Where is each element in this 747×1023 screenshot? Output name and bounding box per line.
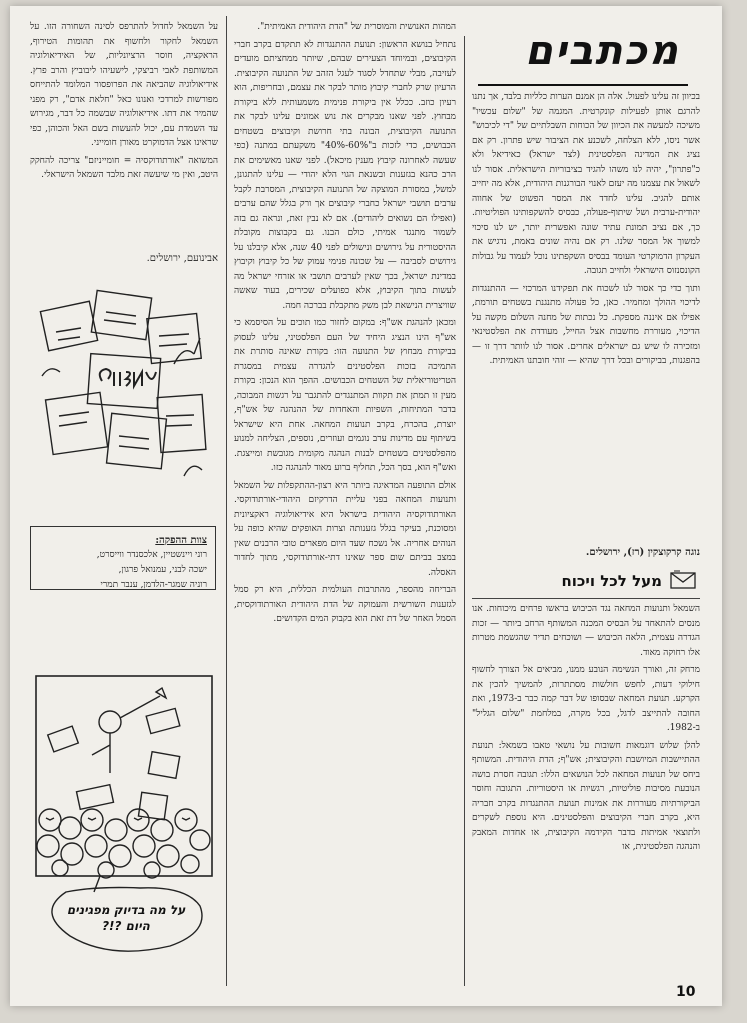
column-middle (234, 20, 456, 980)
paragraph: המשואה "אורתודוקסיה = חומייניזם" צריכה להחקק היטב, ואין מי שיעשה זאת מלבד השמאל הישראלי. (30, 155, 218, 180)
paragraph: הבריחה מהספר, מהתרבות העולמית הכללית, היא רק סמל לגזענות השורשית והעמוקה של הדת היהודית האורתודוקסית, הסמל האחר של דת זאת הוא בקבוק המים הקדושים. (234, 585, 456, 624)
section-title: מעל לכל ויכוח (561, 572, 662, 590)
column-left (30, 20, 218, 250)
paragraph: המהות האנושית והמוסרית של "הדת היהודית האמיתית". (257, 22, 456, 32)
envelope-icon (670, 570, 696, 590)
paragraph: ותוך כדי כך אסור לנו לשכוח את תפקידנו המרכזי — ההתנגדות לדיכוי ההולך ומחמיר. כאן, כל פעולה מתנגנת בשטחים תורמת, אפילו אם איננה מספקת. כל נכתות של מחנה השלום מקשה על הדיכוי, מעוררת מחשבות אצל החייל, מעודדת את הפלסטינאי ומזכירה לו שיש גם ישראלים אחרים. אסור לנו לוותר דרך זו — בהפגנות, בביקורים ובכל דרך שהיא — זוהי חובתנו האמיתית. (472, 283, 700, 366)
paragraph: ומכאן להנהגת אש"ף: במקום לחזור כמו תוכים על הסיסמא כי אש"ף הינו הנציג היחיד של העם הפלסטיני, עלינו לעסוק בביקורת מבחוץ של התנועה הזו: בקורת שאינה סותרת את התמיכה בזכות הפלסטינים להגדרה עצמית במסגרת הטריטוריאלית של השטחים הכבושים. ההפך הוא הנכון: בקורת מעין זו תמתן את תקוות המתנגדים להתגבר על רגשות המבוכה, בדבר המתיחות, השפיות והאחדות של ההנהגה של אש"ף, יוצרת, בהכרח, בקרב תנועות המחאה. אחת היא שישראל בשיתוף עם מדינות ערב נוגמים ועוזרים, נוספים, הצליחה למנוע מהפלסטינים בשטחים לבנות הנהגה מקומית מגובשת ומייצגת. ואש"ף הוא, בסך הכל, תחליף ברוע מאוד להנהגה כזו. (234, 318, 456, 473)
staff-title: צוות ההפקה: (155, 535, 207, 546)
staff-line: ישכה לבני, עמנואל פרגון, (118, 565, 207, 575)
signature-avinoam: אבינועם, ירושלים. (146, 253, 218, 264)
paragraph: מרחק זה, ואורך הנשימה הנובע ממנו, מביאים אל הצורך לחשוף חילוקי דעות, לחפש חולשות מסתתרות, להמשיך להכין את הקרקע. תנועת המחאה שבסופו של דבר קמה כבר ב-1973, ואת החובה להתייצב לדגל, בכל מקרה, במלחמת "שלום הגליל" ב-1982. (472, 665, 700, 733)
production-staff-box (30, 526, 216, 590)
section-divider (472, 598, 700, 599)
staff-line: רוניה שמגר-הלדמן, ענבר תמרי (100, 580, 207, 590)
paragraph: השמאל ותנועות המחאה נגד הכיבוש בראשו פרחים מיכוחות. אנו מנסים להתאחד על הבסיס המכנה המשותף הרחב ביותר — זכות הגדרה עצמית, הלאה הכיבוש — ושוכחים תדיר שהגשמת מטרות אלו רחוקה מאוד. (472, 604, 700, 658)
page-number: 10 (676, 984, 696, 1000)
signature-noga: נוגה קרקוצקין (רז), ירושלים. (585, 547, 700, 558)
paragraph: על השמאל לחדול להתרפס לסינה השחורה הזו. על השמאל לחקור ולחשוף את תהומות הטירוף, הראקציה, חוסר הרציונליות, של האידיאולוגיה המשותפת לאבי רביצקי, לישעיהו ליבוביץ והרב פרץ. אידיאולוגיה שהביאה את הפרופסור המלומד להתייחס מפורשות למרדכי ואנונו כאל "חלאת אדם", רק מפני שהמיר את דתו. אידיאולוגיה שבשמה כל דבר, מגירוש עד השמדת עם, יכול להעשות בשם האל והכוהן, כפי שראינו אצל הדמוקרט מאורן חומייני. (30, 22, 218, 148)
column-right-lower (472, 602, 700, 982)
paragraph: בכיוון זה עלינו לפעול. אלה הן אמנם הערות כלליות בלבד, אך נתנו להרגם אותן לפעילות קונקרטית. המגמה של "שלום עכשיו" משיכה למעשה את הכיוון של הכוחות השבלתיים של "די לכיבוש" אשר ניסו, ללא הצלחה, לשכנע את הציבור שיש פתרון. רק אם נציג את המדינה הפלסטינית (לצד ישראל) כאידיאל ולא כ"פתרון", יהיה לנו משהו להגיד בציבוריות הישראלית. אסור לנו לשאול את עצמנו מה יעזם לאנוי הבורגנות היהודית, אלא מה יחייב אותם להגיב. עלינו לחדד את המסר הפשוט של אחווה יהודית-ערבית ושל שיתוף-פעולה, כבסיס להשקפותינו הפוליטיות. כך, אם נציב תמונת עתיד שונה ואפשרית יותר, יש לנו סיכוי למשוך אל המסר שלנו. רק אם נהיה שונים באמת, נדגיש את העקרון הדמוקרטי העומד בבסיס השקפתינו נוכל לעמוד על גבולות הקונסנזוס הישראלי ולחייב תגובה. (472, 92, 700, 276)
protest-cartoon (30, 670, 218, 980)
column-right (472, 90, 700, 550)
cartoon-caption: על מה בדיוק מפגינים היום ?!? (66, 903, 186, 933)
staff-line: רוני ויינשטיין, אלכסנדר ווייסרט, (96, 550, 207, 560)
column-rule (464, 36, 465, 986)
column-rule (226, 16, 227, 986)
letters-illustration (34, 286, 214, 496)
paragraph: להלן שלוש דוגמאות חשובות על נושאי טאבו בשמאל: תנועת ההתיישבות המיושבת והקיבוצית; אש"ף; הדת היהודית. המשותף ביחס של תנועות המחאה לכל הנושאים הללו: תגובה חסרת בושה הנובעת מסיבות פוליטיות, רגשיות או היסטוריות. התגובה וחוסר הביקורתיות מעוררות את אמינות תנועת ההתנגדות בקרב חבריה היא, בקרב חברי הקיבוצים והפלסטינים. היא נוספת לשקרים ולתוצאי אמיתות בדבר הקידמה הקיבוצית, או אחדות המאבק והנהגה הפלסטינית, או (472, 740, 700, 852)
paragraph: נתחיל בנושא הראשון: תנועת ההתנגדות לא תתקדם בקרב חברי הקיבוצים, ובמיוחד הצעירים שבהם, שיותר ממחציתם מועדים לעזיבה, מבלי שתחדל לסגוד לעגל הזהב של התנועה הקיבוצית. הרעיון שרק לחברי קיבוץ מותר לבקר את עצמם, ובחריפות, הוא רעיון כוזב. ככלל אין ביקורת פנימית משמעותית ללא ביקורת מבחוץ. לפני שאנו מבקרים את נוש אמונים עלינו לבקר את התנועה הקיבוצית, הבונה בתי חרושת וקיבוצים בשטחים הכבושים, כדי לזכות ב"60%-40%" משקעתם במתנה (כפי שעשה לאחרונה קיבוץ מענין מיכאל). לפני שאנו מאשימים את הרב כהנא בגזענות ובשנאת הגוי הלא יהודי — עלינו להתגונן, למשל, במסורת המוצקה של התנועה הקיבוצית, המסרבת לקבל ערבים תושבי ישראל כחברי קיבוצים אך ורק בגלל שהם ערבים (ואפילו הם נשואים ליהודים). אם לא נבין זאת, ונראה גם בזה לשמור מתנגד אמיתי, כולם הבנו. גם בקבוצות מקובלת ההיסטורית על גירושים ונישולים לפני 40 שנה, אלא קיבלנו על גירושים לסביבה — על שכונה פנימי עמוק של כל קיבוץ וקיבוץ במדינת ישראל, בכך שאין לערבים תושבי או אזרחי ישראל מה לעשות בתוך הקיבוץ, אלא כפועלים שכירים, בעוד שאשה שוויצרית הנישאת לבן משק מתקבלת בברכה חמה. (234, 39, 456, 311)
newspaper-page (10, 6, 722, 1006)
paragraph: אולם התופעה המדאיגה ביותר היא רצון-ההתקפלות של השמאל ותנועות המחאה בפני עליית הדרקיזם היהודי-אורתודוקסי. האורתודוקסיה היהודית בישראל היא אידיאולוגיה ראקציונית ומסוכנת, בעיקר בגלל גזענותה וצרות האופקים שהיא כופה על הנוהים אחריה. אל נשכח שעד היום מפארים טובי הרבנים שאין במצב בביתם שום ספר שאינו דתי-אורתודוקסי, מתוך לחדור האסלה. (234, 480, 456, 578)
masthead-underline (478, 84, 688, 86)
masthead-title: מכתבים (525, 28, 680, 74)
